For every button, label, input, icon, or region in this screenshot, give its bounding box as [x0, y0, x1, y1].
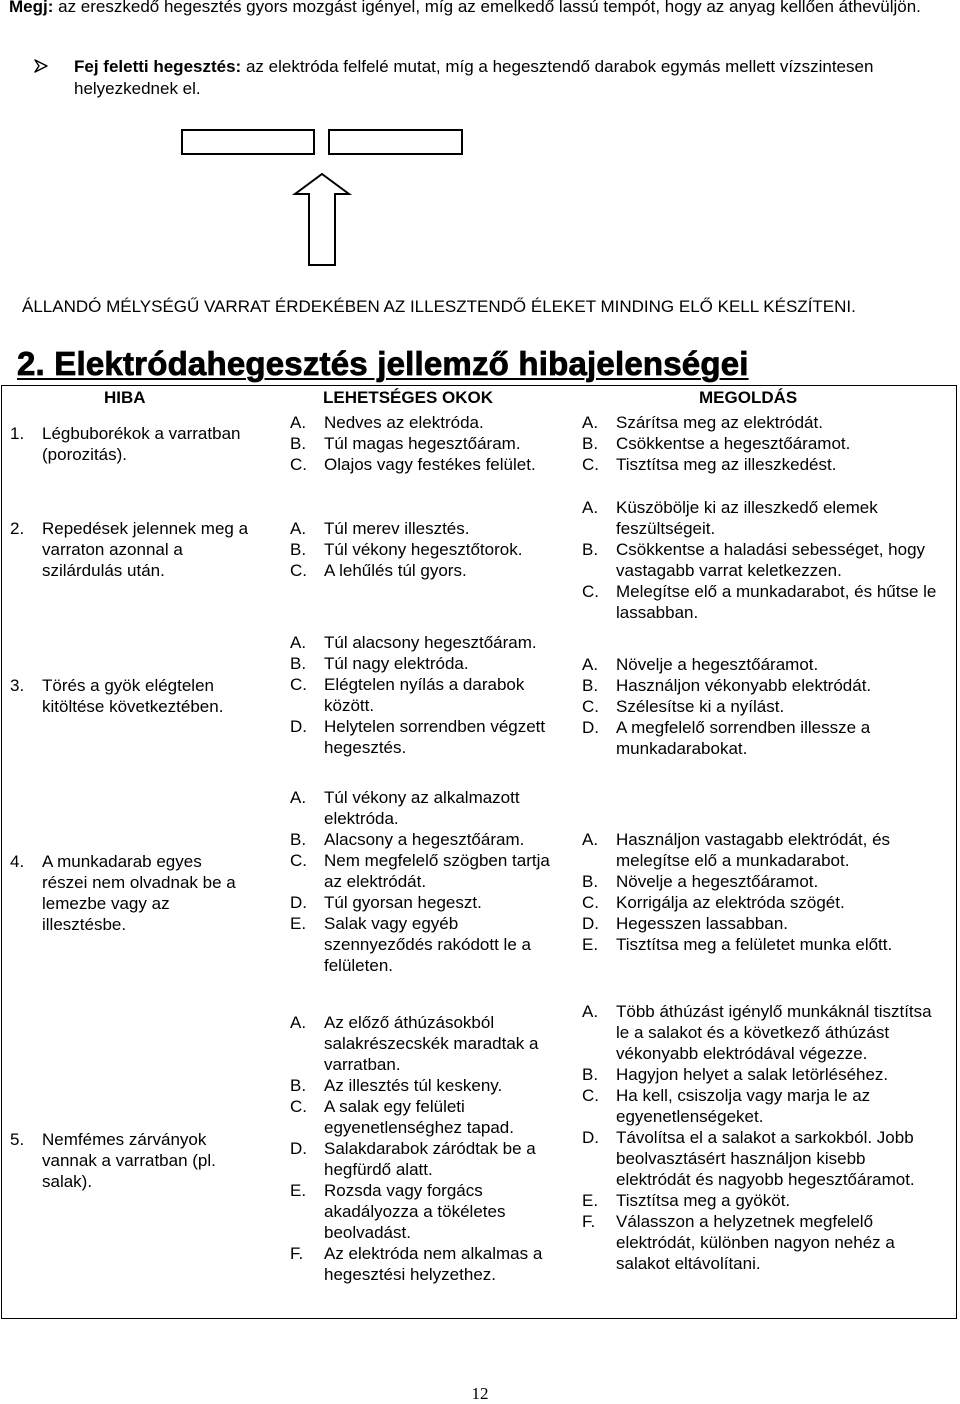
list-item [582, 934, 942, 955]
item-letter: E. [582, 1191, 599, 1210]
item-text: Rozsda vagy forgács akadályozza a tökéletes beolvadást. [324, 1181, 506, 1242]
error-text: Repedések jelennek meg a varraton azonnal a szilárdulás után. [42, 519, 249, 580]
list-item [582, 539, 942, 581]
item-text: Túl vékony hegesztőtorok. [324, 540, 523, 559]
item-text: Távolítsa el a salakot a sarkokból. Jobb beolvasztásért használjon kisebb elektródát és nagyobb hegesztőáramot. [616, 1128, 915, 1189]
item-letter: D. [290, 893, 307, 912]
item-letter: B. [582, 676, 599, 695]
item-text: A lehűlés túl gyors. [324, 561, 467, 580]
column-header-causes: LEHETSÉGES OKOK [323, 388, 494, 407]
item-letter: A. [582, 830, 599, 849]
list-item [290, 829, 560, 850]
item-text: Küszöbölje ki az illeszkedő elemek feszültségeit. [616, 498, 878, 538]
item-text: Használjon vékonyabb elektródát. [616, 676, 872, 695]
list-item [582, 717, 942, 759]
item-text: Tisztítsa meg a gyököt. [616, 1191, 791, 1210]
item-text: Túl merev illesztés. [324, 519, 470, 538]
causes-cell-1 [290, 412, 560, 475]
item-text: Növelje a hegesztőáramot. [616, 655, 819, 674]
causes-cell-4 [290, 787, 560, 976]
list-item [582, 871, 942, 892]
item-letter: B. [582, 540, 599, 559]
list-item [582, 675, 942, 696]
left-plate [182, 130, 314, 154]
item-text: Hegesszen lassabban. [616, 914, 789, 933]
item-text: Túl alacsony hegesztőáram. [324, 633, 537, 652]
list-item [290, 1180, 560, 1243]
item-letter: C. [582, 697, 599, 716]
list-item [290, 850, 560, 892]
error-number: 2. [10, 519, 25, 538]
error-number: 5. [10, 1130, 25, 1149]
item-letter: A. [582, 413, 599, 432]
item-text: Tisztítsa meg az illeszkedést. [616, 455, 837, 474]
list-item [290, 632, 560, 653]
item-letter: A. [290, 1013, 307, 1032]
constant-depth-note: ÁLLANDÓ MÉLYSÉGŰ VARRAT ÉRDEKÉBEN AZ ILLESZTENDŐ ÉLEKET MINDING ELŐ KELL KÉSZÍTENI. [22, 297, 856, 316]
item-letter: D. [582, 718, 599, 737]
upward-arrow-icon [295, 174, 349, 265]
solutions-cell-1 [582, 412, 942, 475]
item-letter: A. [582, 498, 599, 517]
causes-cell-5 [290, 1012, 560, 1285]
item-text: Alacsony a hegesztőáram. [324, 830, 525, 849]
list-item [582, 829, 942, 871]
item-letter: E. [290, 1181, 307, 1200]
list-item [582, 913, 942, 934]
item-text: Tisztítsa meg a felületet munka előtt. [616, 935, 893, 954]
list-item [582, 454, 942, 475]
item-letter: E. [290, 914, 307, 933]
list-item [290, 787, 560, 829]
list-item [290, 560, 560, 581]
list-item [582, 1190, 942, 1211]
item-text: Salak vagy egyéb szennyeződés rakódott le a felületen. [324, 914, 531, 975]
list-item [290, 1096, 560, 1138]
item-text: Túl nagy elektróda. [324, 654, 469, 673]
item-text: Korrigálja az elektróda szögét. [616, 893, 845, 912]
item-text: Salakdarabok záródtak be a hegfürdő alatt. [324, 1139, 536, 1179]
item-text: A salak egy felületi egyenetlenséghez tapad. [324, 1097, 514, 1137]
item-text: Több áthúzást igénylő munkáknál tisztítsa le a salakot és a következő áthúzást vékonyabb elektródával végezze. [616, 1002, 932, 1063]
item-text: Elégtelen nyílás a darabok között. [324, 675, 525, 715]
solutions-cell-2 [582, 497, 942, 623]
item-letter: A. [582, 655, 599, 674]
item-letter: B. [290, 830, 307, 849]
column-header-error: HIBA [104, 388, 146, 407]
item-letter: C. [582, 582, 599, 601]
item-text: Túl vékony az alkalmazott elektróda. [324, 788, 520, 828]
note-text: az ereszkedő hegesztés gyors mozgást igényel, míg az emelkedő lassú tempót, hogy az anyag kellően áthevüljön. [58, 0, 921, 16]
error-cell-3 [10, 675, 250, 717]
list-item [290, 1243, 560, 1285]
note-paragraph [9, 0, 954, 18]
item-text: Csökkentse a hegesztőáramot. [616, 434, 851, 453]
arrowhead-bullet-icon [34, 59, 48, 73]
list-item [290, 433, 560, 454]
overhead-welding-diagram [0, 0, 960, 300]
item-letter: A. [582, 1002, 599, 1021]
item-text: Az előző áthúzásokból salakrészecskék maradtak a varratban. [324, 1013, 539, 1074]
list-item [582, 1085, 942, 1127]
item-letter: C. [290, 561, 307, 580]
note-label: Megj: [9, 0, 54, 16]
item-text: Túl gyorsan hegeszt. [324, 893, 482, 912]
item-text: Növelje a hegesztőáramot. [616, 872, 819, 891]
item-text: Ha kell, csiszolja vagy marja le az egyenetlenségeket. [616, 1086, 871, 1126]
item-letter: C. [290, 851, 307, 870]
item-letter: B. [290, 434, 307, 453]
item-text: Hagyjon helyet a salak letörléséhez. [616, 1065, 889, 1084]
error-cell-4 [10, 851, 250, 935]
solutions-cell-3 [582, 654, 942, 759]
item-letter: B. [290, 1076, 307, 1095]
item-letter: B. [290, 540, 307, 559]
list-item [582, 1211, 942, 1274]
list-item [582, 1127, 942, 1190]
item-text: Melegítse elő a munkadarabot, és hűtse le lassabban. [616, 582, 937, 622]
item-text: Nedves az elektróda. [324, 413, 484, 432]
error-text: Nemfémes zárványok vannak a varratban (pl. salak). [42, 1130, 216, 1191]
item-letter: D. [582, 1128, 599, 1147]
error-cell-1 [10, 423, 250, 465]
list-item [582, 1001, 942, 1064]
list-item [290, 518, 560, 539]
list-item [290, 892, 560, 913]
list-item [582, 654, 942, 675]
item-letter: B. [582, 872, 599, 891]
item-letter: C. [290, 1097, 307, 1116]
item-text: Csökkentse a haladási sebességet, hogy vastagabb varrat keletkezzen. [616, 540, 926, 580]
item-letter: D. [290, 717, 307, 736]
column-header-solution: MEGOLDÁS [699, 388, 798, 407]
error-text: Törés a gyök elégtelen kitöltése következtében. [42, 676, 224, 716]
list-item [582, 497, 942, 539]
section-heading: 2. Elektródahegesztés jellemző hibajelenségei [17, 345, 749, 382]
list-item [290, 674, 560, 716]
item-text: Szárítsa meg az elektródát. [616, 413, 823, 432]
item-text: Nem megfelelő szögben tartja az elektródát. [324, 851, 550, 891]
list-item [582, 433, 942, 454]
error-cell-5 [10, 1129, 250, 1192]
error-cell-2 [10, 518, 250, 581]
item-letter: B. [582, 434, 599, 453]
item-letter: D. [290, 1139, 307, 1158]
item-text: Válasszon a helyzetnek megfelelő elektródát, különben nagyon nehéz a salakot eltávolítani. [616, 1212, 895, 1273]
item-text: Az elektróda nem alkalmas a hegesztési helyzethez. [324, 1244, 543, 1284]
item-letter: C. [582, 455, 599, 474]
error-number: 3. [10, 676, 25, 695]
item-text: Olajos vagy festékes felület. [324, 455, 536, 474]
item-letter: C. [290, 675, 307, 694]
list-item [582, 412, 942, 433]
error-number: 4. [10, 852, 25, 871]
item-letter: F. [582, 1212, 596, 1231]
causes-cell-3 [290, 632, 560, 758]
solutions-cell-4 [582, 829, 942, 955]
item-letter: A. [290, 413, 307, 432]
item-text: Helytelen sorrendben végzett hegesztés. [324, 717, 546, 757]
error-number: 1. [10, 424, 25, 443]
item-letter: A. [290, 633, 307, 652]
item-letter: B. [290, 654, 307, 673]
item-letter: D. [582, 914, 599, 933]
bullet-term: Fej feletti hegesztés: [74, 57, 242, 76]
solutions-cell-5 [582, 1001, 942, 1274]
list-item [290, 913, 560, 976]
item-letter: C. [290, 455, 307, 474]
item-text: Túl magas hegesztőáram. [324, 434, 521, 453]
item-letter: C. [582, 1086, 599, 1105]
item-text: Az illesztés túl keskeny. [324, 1076, 503, 1095]
bullet-text: az elektróda felfelé mutat, míg a hegesztendő darabok egymás mellett vízszintesen helyezkednek el. [74, 57, 874, 98]
bullet-text-block [74, 56, 934, 100]
item-letter: E. [582, 935, 599, 954]
item-text: A megfelelő sorrendben illessze a munkadarabokat. [616, 718, 871, 758]
list-item [290, 653, 560, 674]
list-item [290, 1138, 560, 1180]
page-number: 12 [471, 1384, 489, 1403]
causes-cell-2 [290, 518, 560, 581]
list-item [290, 412, 560, 433]
list-item [290, 539, 560, 560]
item-letter: F. [290, 1244, 304, 1263]
error-text: A munkadarab egyes részei nem olvadnak be a lemezbe vagy az illesztésbe. [42, 852, 236, 934]
list-item [290, 1012, 560, 1075]
right-plate [329, 130, 462, 154]
list-item [290, 454, 560, 475]
list-item [582, 696, 942, 717]
item-letter: B. [582, 1065, 599, 1084]
item-text: Szélesítse ki a nyílást. [616, 697, 785, 716]
item-letter: A. [290, 519, 307, 538]
item-text: Használjon vastagabb elektródát, és melegítse elő a munkadarabot. [616, 830, 891, 870]
list-item [290, 716, 560, 758]
item-letter: A. [290, 788, 307, 807]
error-text: Légbuborékok a varratban (porozitás). [42, 424, 241, 464]
list-item [290, 1075, 560, 1096]
list-item [582, 581, 942, 623]
item-letter: C. [582, 893, 599, 912]
list-item [582, 892, 942, 913]
list-item [582, 1064, 942, 1085]
